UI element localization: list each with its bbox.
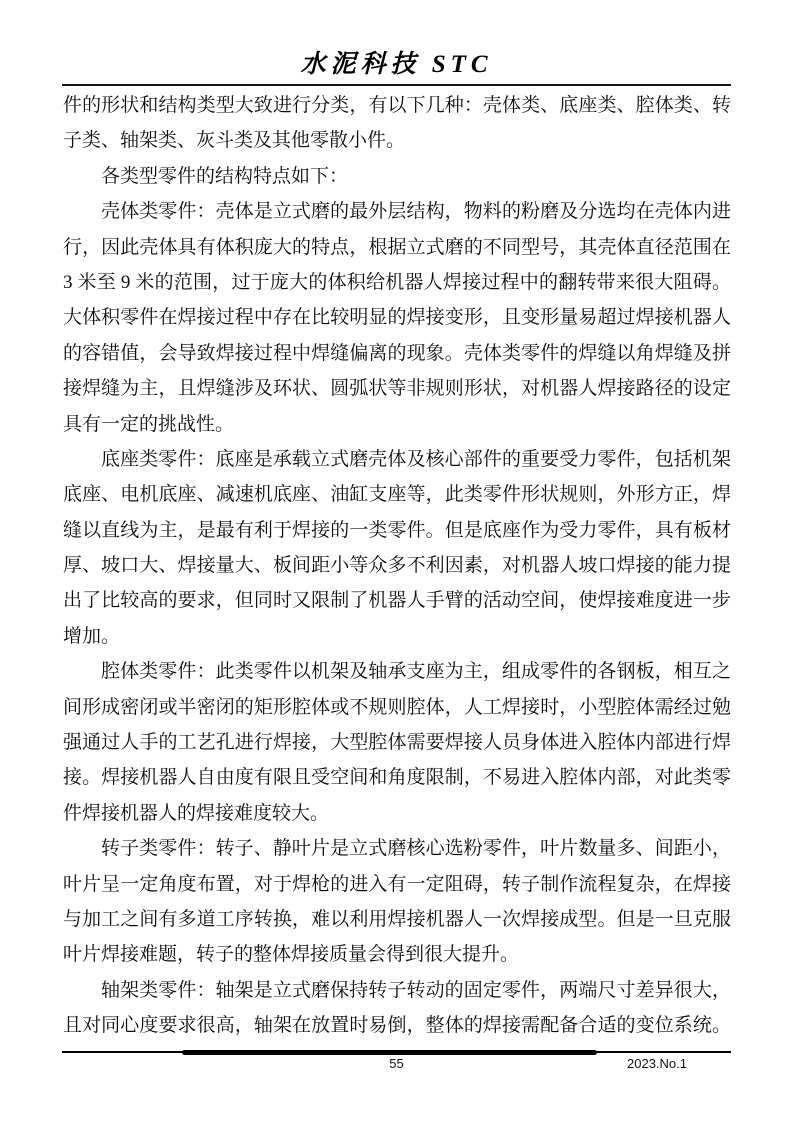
page-number: 55	[389, 1056, 404, 1071]
text-line: 的容错值，会导致焊接过程中焊缝偏离的现象。壳体类零件的焊缝以角焊缝及拼	[63, 342, 731, 364]
text-line: 接。焊接机器人自由度有限且受空间和角度限制，不易进入腔体内部，对此类零	[63, 767, 731, 789]
text-line: 缝以直线为主，是最有利于焊接的一类零件。但是底座作为受力零件，具有板材	[63, 519, 731, 541]
text-line: 各类型零件的结构特点如下：	[101, 165, 349, 187]
text-line: 增加。	[63, 625, 121, 647]
text-line: 腔体类零件：此类零件以机架及轴承支座为主，组成零件的各钢板，相互之	[101, 661, 731, 683]
text-line: 底座类零件：底座是承载立式磨壳体及核心部件的重要受力零件，包括机架	[101, 448, 731, 470]
text-line: 行，因此壳体具有体积庞大的特点，根据立式磨的不同型号，其壳体直径范围在	[63, 236, 731, 258]
text-line: 大体积零件在焊接过程中存在比较明显的焊接变形，且变形量易超过焊接机器人	[63, 307, 731, 329]
text-line: 叶片焊接难题，转子的整体焊接质量会得到很大提升。	[63, 944, 520, 966]
text-line: 转子类零件：转子、静叶片是立式磨核心选粉零件，叶片数量多、间距小，	[101, 838, 731, 860]
issue-label: 2023.No.1	[627, 1056, 687, 1071]
text-line: 强通过人手的工艺孔进行焊接，大型腔体需要焊接人员身体进入腔体内部进行焊	[63, 732, 731, 754]
text-line: 件的形状和结构类型大致进行分类，有以下几种：壳体类、底座类、腔体类、转	[63, 95, 731, 116]
text-line: 与加工之间有多道工序转换，难以利用焊接机器人一次焊接成型。但是一旦克服	[63, 908, 731, 930]
article-body	[63, 88, 731, 1044]
text-line: 接焊缝为主，且焊缝涉及环状、圆弧状等非规则形状，对机器人焊接路径的设定	[63, 378, 731, 400]
text-line: 底座、电机底座、减速机底座、油缸支座等，此类零件形状规则，外形方正，焊	[63, 484, 731, 506]
text-line: 出了比较高的要求，但同时又限制了机器人手臂的活动空间，使焊接难度进一步	[63, 590, 731, 612]
text-line: 壳体类零件：壳体是立式磨的最外层结构，物料的粉磨及分选均在壳体内进	[101, 201, 731, 223]
text-line: 间形成密闭或半密闭的矩形腔体或不规则腔体，人工焊接时，小型腔体需经过勉	[63, 696, 731, 718]
text-line: 件焊接机器人的焊接难度较大。	[63, 802, 330, 824]
text-line: 叶片呈一定角度布置，对于焊枪的进入有一定阻碍，转子制作流程复杂，在焊接	[63, 873, 731, 895]
text-line: 具有一定的挑战性。	[63, 413, 235, 435]
page-title: 水泥科技 STC	[300, 51, 493, 78]
footer-divider-bulge	[182, 1050, 597, 1055]
text-line: 轴架类零件：轴架是立式磨保持转子转动的固定零件，两端尺寸差异很大，	[101, 979, 731, 1001]
text-line: 且对同心度要求很高，轴架在放置时易倒，整体的焊接需配备合适的变位系统。	[63, 1015, 731, 1037]
text-line: 子类、轴架类、灰斗类及其他零散小件。	[63, 130, 406, 152]
text-line: 3 米至 9 米的范围，过于庞大的体积给机器人焊接过程中的翻转带来很大阻碍。	[63, 271, 731, 293]
text-line: 厚、坡口大、焊接量大、板间距小等众多不利因素，对机器人坡口焊接的能力提	[63, 555, 731, 577]
footer-divider	[62, 1051, 731, 1053]
header-divider	[62, 84, 731, 86]
